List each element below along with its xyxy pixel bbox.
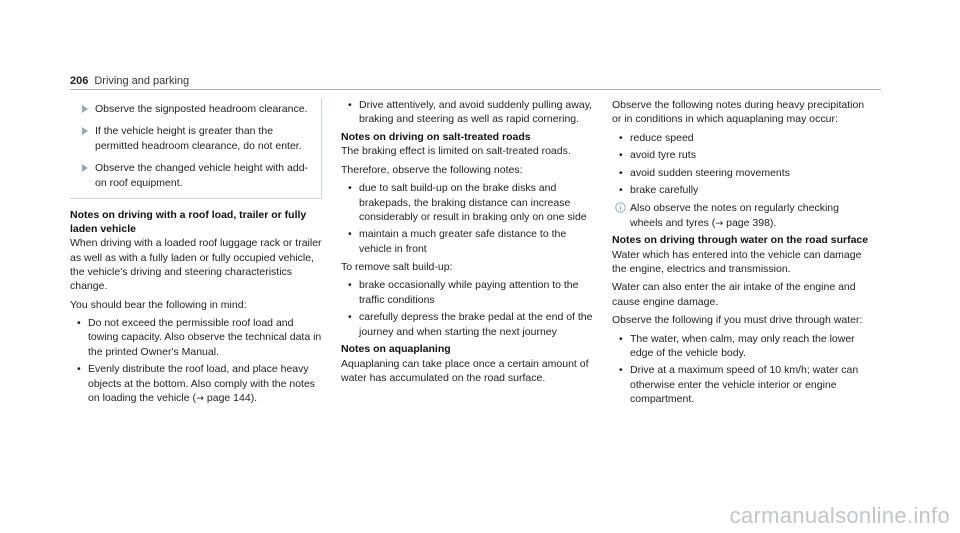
page-reference-link[interactable]: page 398 [726, 216, 770, 229]
water-text-1: Water which has entered into the vehicle can damage the engine, electrics and transmission. [612, 248, 862, 276]
note-text: Observe the changed vehicle height with add-on roof equipment. [95, 162, 309, 189]
column-1 [70, 98, 322, 409]
column-2 [341, 98, 597, 389]
salt-roads-heading: Notes on driving on salt-treated roads [341, 130, 531, 143]
list-item: • Drive attentively, and avoid suddenly pulling away, braking and steering as well as rapid cornering. [341, 98, 597, 127]
precipitation-list [612, 131, 870, 198]
roof-load-list [70, 316, 322, 405]
water-list [612, 332, 870, 407]
list-item: • brake carefully [612, 183, 870, 197]
info-icon [615, 202, 626, 213]
triangle-bullet-icon [82, 164, 88, 172]
page-header [70, 74, 881, 90]
list-item: • brake occasionally while paying attention to the traffic conditions [341, 278, 597, 307]
arrow-right-icon: → [715, 217, 724, 229]
bear-in-mind-text: You should bear the following in mind: [70, 298, 247, 311]
salt-list [341, 181, 597, 256]
list-item: • due to salt build-up on the brake disks and brakepads, the braking distance can increase considerably or result in braking only on one side [341, 181, 597, 224]
remove-salt-intro: To remove salt build-up: [341, 261, 453, 274]
note-text: If the vehicle height is greater than the permitted headroom clearance, do not enter. [95, 125, 302, 152]
note-item [70, 161, 313, 190]
salt-observe: Therefore, observe the following notes: [341, 163, 523, 176]
watermark: carmanualsonline.info [729, 502, 950, 528]
note-text: Observe the signposted headroom clearance. [95, 103, 308, 115]
list-item: • The water, when calm, may only reach the lower edge of the vehicle body. [612, 332, 870, 361]
roof-load-intro: When driving with a loaded roof luggage rack or trailer as well as with a fully laden or fully occupied vehicle, the vehicle's driving and steering characteristics change. [70, 237, 322, 293]
arrow-right-icon: → [196, 392, 204, 404]
info-note: Also observe the notes on regularly checking wheels and tyres (→ page 398). [612, 201, 870, 230]
precipitation-intro: Observe the following notes during heavy precipitation or in conditions in which aquaplaning may occur: [612, 99, 865, 126]
water-heading: Notes on driving through water on the road surface [612, 234, 869, 246]
salt-intro: The braking effect is limited on salt-treated roads. [341, 145, 571, 158]
column-3 [612, 98, 870, 410]
list-item: • avoid tyre ruts [612, 148, 870, 162]
info-text: Also observe the notes on regularly checking wheels and tyres [630, 202, 839, 229]
notes-box [70, 98, 322, 199]
water-observe: Observe the following if you must drive through water: [612, 314, 863, 327]
list-item: • Drive at a maximum speed of 10 km/h; water can otherwise enter the vehicle interior or engine compartment. [612, 363, 870, 406]
page-reference-link[interactable]: page 144 [206, 391, 251, 404]
list-item: • carefully depress the brake pedal at the end of the journey and when starting the next journey [341, 310, 597, 339]
page-number: 206 [70, 75, 89, 87]
list-item: • avoid sudden steering movements [612, 166, 870, 180]
section-title: Driving and parking [94, 75, 190, 87]
water-text-2: Water can also enter the air intake of the engine and cause engine damage. [612, 281, 856, 308]
triangle-bullet-icon [82, 105, 88, 113]
header-rule [70, 89, 881, 90]
list-item-text: Evenly distribute the roof load, and place heavy objects at the bottom. Also comply with the notes on loading the vehicle [88, 363, 316, 404]
list-item: • reduce speed [612, 131, 870, 145]
remove-salt-list [341, 278, 597, 339]
list-item: • Do not exceed the permissible roof load and towing capacity. Also observe the technical data in the printed Owner's Manual. [70, 316, 322, 359]
aquaplaning-text: Aquaplaning can take place once a certain amount of water has accumulated on the road surface. [341, 357, 589, 384]
note-item [70, 102, 313, 116]
attentive-list [341, 98, 597, 127]
note-item [70, 124, 313, 153]
roof-load-heading: Notes on driving with a roof load, trailer or fully laden vehicle [70, 208, 307, 235]
aquaplaning-heading: Notes on aquaplaning [341, 342, 451, 355]
list-item: • maintain a much greater safe distance to the vehicle in front [341, 227, 597, 256]
triangle-bullet-icon [82, 127, 88, 135]
list-item: • Evenly distribute the roof load, and place heavy objects at the bottom. Also comply with the notes on loading the vehicle (→ page 144). [70, 362, 322, 405]
